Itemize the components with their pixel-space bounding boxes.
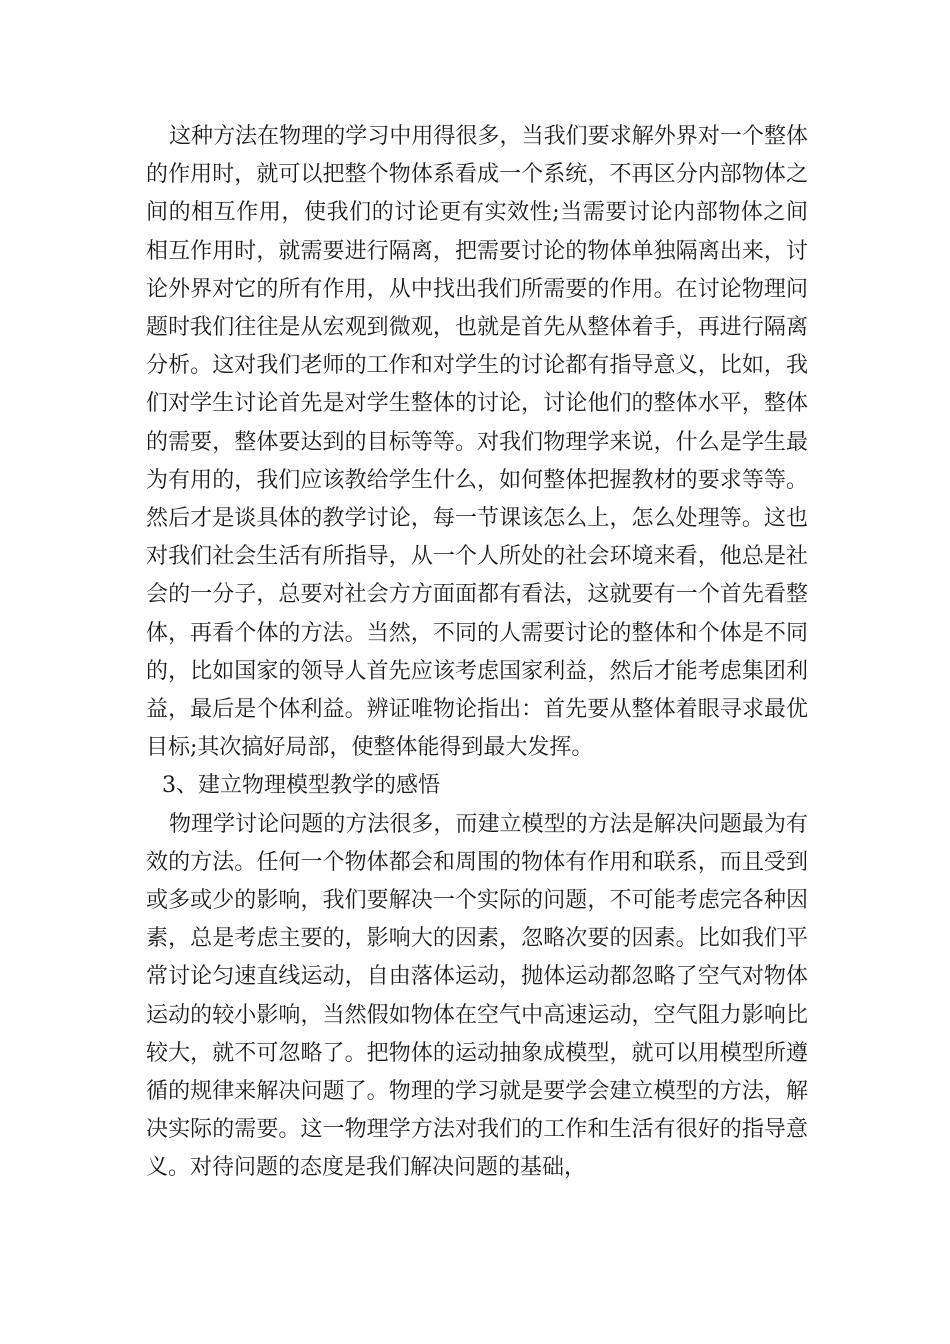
body-paragraph-1: 这种方法在物理的学习中用得很多，当我们要求解外界对一个整体的作用时，就可以把整个物体系看成一个系统，不再区分内部物体之间的相互作用，使我们的讨论更有实效性;当需要讨论内部物体之间相互作用时，就需要进行隔离，把需要讨论的物体单独隔离出来，讨论外界对它的所有作用，从中找出我们所需要的作用。在讨论物理问题时我们往往是从宏观到微观，也就是首先从整体着手，再进行隔离分析。这对我们老师的工作和对学生的讨论都有指导意义，比如，我们对学生讨论首先是对学生整体的讨论，讨论他们的整体水平，整体的需要，整体要达到的目标等等。对我们物理学来说，什么是学生最为有用的，我们应该教给学生什么，如何整体把握教材的要求等等。然后才是谈具体的教学讨论，每一节课该怎么上，怎么处理等。这也对我们社会生活有所指导，从一个人所处的社会环境来看，他总是社会的一分子，总要对社会方方面面都有看法，这就要有一个首先看整体，再看个体的方法。当然，不同的人需要讨论的整体和个体是不同的，比如国家的领导人首先应该考虑国家利益，然后才能考虑集团利益，最后是个体利益。辨证唯物论指出：首先要从整体着眼寻求最优目标;其次搞好局部，使整体能得到最大发挥。 (146, 124, 808, 761)
section-heading: 3、建立物理模型教学的感悟 (162, 773, 440, 799)
document-body (146, 118, 808, 1188)
body-paragraph-2: 物理学讨论问题的方法很多，而建立模型的方法是解决问题最为有效的方法。任何一个物体都会和周围的物体有作用和联系，而且受到或多或少的影响，我们要解决一个实际的问题，不可能考虑完各种因素，总是考虑主要的，影响大的因素，忽略次要的因素。比如我们平常讨论匀速直线运动，自由落体运动，抛体运动都忽略了空气对物体运动的较小影响，当然假如物体在空气中高速运动，空气阻力影响比较大，就不可忽略了。把物体的运动抽象成模型，就可以用模型所遵循的规律来解决问题了。物理的学习就是要学会建立模型的方法，解决实际的需要。这一物理学方法对我们的工作和生活有很好的指导意义。对待问题的态度是我们解决问题的基础， (146, 811, 808, 1181)
